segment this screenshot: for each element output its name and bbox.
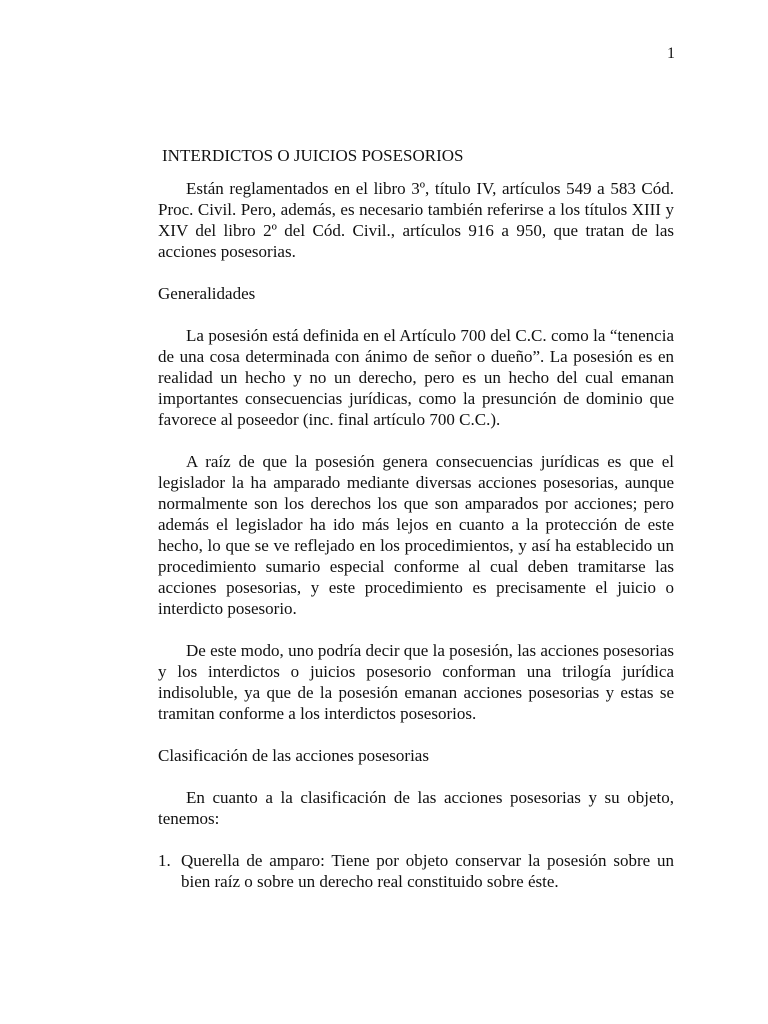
list-item	[158, 850, 674, 892]
paragraph-clasificacion-intro: En cuanto a la clasificación de las acciones posesorias y su objeto, tenemos:	[158, 788, 674, 828]
document-body	[158, 145, 674, 892]
paragraph-consecuencias: A raíz de que la posesión genera consecuencias jurídicas es que el legislador la ha amparado mediante diversas acciones posesorias, aunque normalmente son los derechos los que son amparados por acciones; pero además el legislador ha ido más lejos en cuanto a la protección de este hecho, lo que se ve reflejado en los procedimientos, y así ha establecido un procedimiento sumario especial conforme al cual deben tramitarse las acciones posesorias, y este procedimiento es precisamente el juicio o interdicto posesorio.	[158, 452, 674, 618]
list-item-text: Querella de amparo: Tiene por objeto conservar la posesión sobre un bien raíz o sobre un derecho real constituido sobre éste.	[181, 851, 674, 891]
paragraph-posesion-definicion: La posesión está definida en el Artículo 700 del C.C. como la “tenencia de una cosa determinada con ánimo de señor o dueño”. La posesión es en realidad un hecho y no un derecho, pero es un hecho del cual emanan importantes consecuencias jurídicas, como la presunción de dominio que favorece al poseedor (inc. final artículo 700 C.C.).	[158, 326, 674, 429]
document-title: INTERDICTOS O JUICIOS POSESORIOS	[162, 146, 464, 165]
page-number: 1	[667, 45, 675, 62]
list-item-number: 1.	[158, 851, 171, 870]
paragraph-trilogia: De este modo, uno podría decir que la posesión, las acciones posesorias y los interdictos o juicios posesorio conforman una trilogía jurídica indisoluble, ya que de la posesión emanan acciones posesorias y estas se tramitan conforme a los interdictos posesorios.	[158, 641, 674, 723]
section-heading-clasificacion: Clasificación de las acciones posesorias	[158, 746, 429, 765]
intro-paragraph: Están reglamentados en el libro 3º, título IV, artículos 549 a 583 Cód. Proc. Civil. Pero, además, es necesario también referirse a los títulos XIII y XIV del libro 2º del Cód. Civil., artículos 916 a 950, que tratan de las acciones posesorias.	[158, 179, 674, 261]
section-heading-generalidades: Generalidades	[158, 284, 256, 303]
